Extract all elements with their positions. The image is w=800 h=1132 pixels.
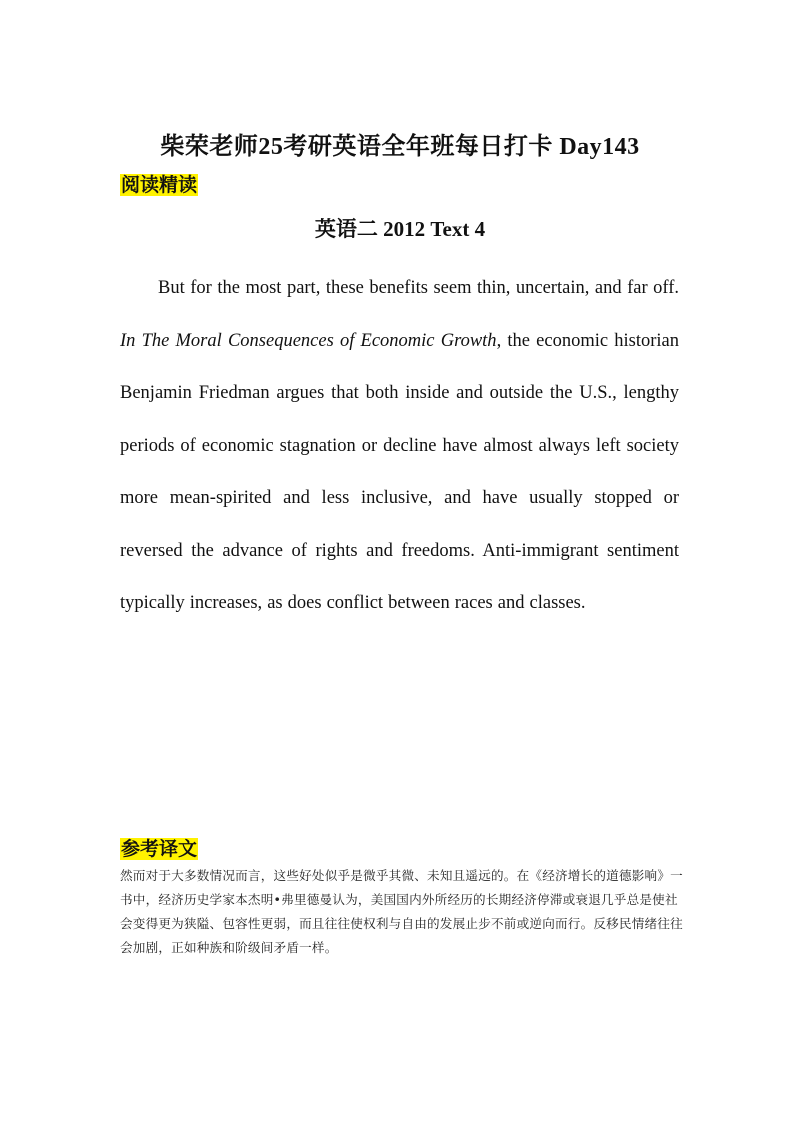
paragraph-rest: , the economic historian Benjamin Friedman argues that both inside and outside the U.S., lengthy periods of economic stagnation or decline have almost always left society more mean-spirited and less inclusive, and have usually stopped or reversed the advance of rights and freedoms. Anti-immigrant sentiment typically increases, as does conflict between races and classes. bbox=[120, 330, 679, 613]
page-title: 柴荣老师25考研英语全年班每日打卡 Day143 bbox=[160, 134, 640, 160]
book-title: In The Moral Consequences of Economic Growth bbox=[120, 330, 497, 351]
translation-section-heading bbox=[120, 834, 198, 864]
text-subtitle: 英语二 2012 Text 4 bbox=[314, 217, 486, 241]
reading-section-heading bbox=[120, 170, 198, 200]
paragraph-intro: But for the most part, these benefits seem thin, uncertain, and far off. bbox=[158, 278, 679, 298]
reading-paragraph bbox=[120, 262, 679, 630]
reading-section-label: 阅读精读 bbox=[121, 174, 198, 196]
translation-text: 然而对于大多数情况而言，这些好处似乎是微乎其微、未知且遥远的。在《经济增长的道德影响》一书中，经济历史学家本杰明•弗里德曼认为，美国国内外所经历的长期经济停滞或衰退几乎总是使社会变得更为狭隘、包容性更弱，而且往往使权利与自由的发展止步不前或逆向而行。反移民情绪往往会加剧，正如种族和阶级间矛盾一样。 bbox=[120, 868, 683, 955]
translation-section-label: 参考译文 bbox=[121, 838, 198, 860]
